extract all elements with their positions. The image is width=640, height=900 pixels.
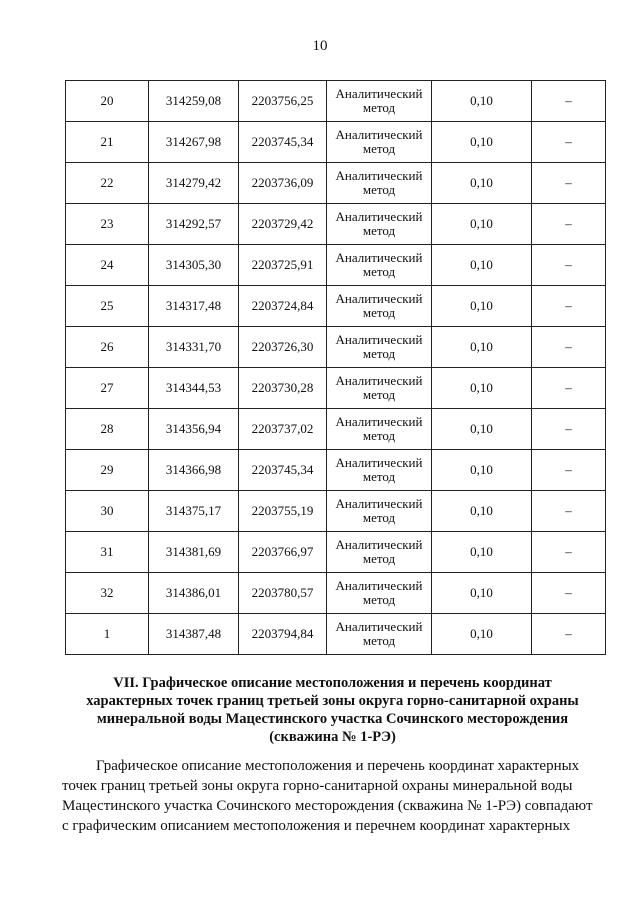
table-row — [66, 245, 606, 286]
note-cell: – — [532, 450, 606, 491]
x-coordinate-cell: 314267,98 — [149, 122, 239, 163]
point-number-cell: 21 — [66, 122, 149, 163]
point-number-cell: 27 — [66, 368, 149, 409]
section-body-paragraph — [62, 756, 602, 836]
y-coordinate-cell: 2203745,34 — [239, 450, 327, 491]
method-line: метод — [362, 387, 396, 402]
method-line: Аналитический — [335, 209, 423, 224]
x-coordinate-cell: 314305,30 — [149, 245, 239, 286]
x-coordinate-cell: 314259,08 — [149, 81, 239, 122]
point-number-cell: 22 — [66, 163, 149, 204]
method-line: Аналитический — [335, 250, 423, 265]
method-line: Аналитический — [335, 537, 423, 552]
section-title-line: VII. Графическое описание местоположения и перечень координат — [113, 675, 552, 691]
table-row — [66, 327, 606, 368]
accuracy-cell: 0,10 — [432, 491, 532, 532]
x-coordinate-cell: 314375,17 — [149, 491, 239, 532]
method-cell — [327, 245, 432, 286]
method-cell — [327, 491, 432, 532]
table-row — [66, 573, 606, 614]
point-number-cell: 20 — [66, 81, 149, 122]
method-line: метод — [362, 182, 396, 197]
body-line: точек границ третьей зоны округа горно-санитарной охраны минеральной воды — [62, 778, 573, 794]
note-cell: – — [532, 573, 606, 614]
coordinates-table-body — [66, 81, 606, 655]
method-line: метод — [362, 346, 396, 361]
note-cell: – — [532, 245, 606, 286]
table-row — [66, 122, 606, 163]
method-cell — [327, 81, 432, 122]
point-number-cell: 30 — [66, 491, 149, 532]
x-coordinate-cell: 314317,48 — [149, 286, 239, 327]
x-coordinate-cell: 314381,69 — [149, 532, 239, 573]
method-cell — [327, 286, 432, 327]
point-number-cell: 25 — [66, 286, 149, 327]
x-coordinate-cell: 314387,48 — [149, 614, 239, 655]
body-line: Графическое описание местоположения и перечень координат характерных — [96, 758, 580, 774]
method-line: метод — [362, 510, 396, 525]
body-line: Мацестинского участка Сочинского месторождения (скважина № 1-РЭ) совпадают — [62, 798, 593, 814]
method-line: Аналитический — [335, 127, 423, 142]
table-row — [66, 450, 606, 491]
method-line: Аналитический — [335, 496, 423, 511]
note-cell: – — [532, 327, 606, 368]
accuracy-cell: 0,10 — [432, 450, 532, 491]
table-row — [66, 286, 606, 327]
y-coordinate-cell: 2203745,34 — [239, 122, 327, 163]
table-row — [66, 491, 606, 532]
accuracy-cell: 0,10 — [432, 286, 532, 327]
point-number-cell: 28 — [66, 409, 149, 450]
y-coordinate-cell: 2203794,84 — [239, 614, 327, 655]
note-cell: – — [532, 614, 606, 655]
method-line: метод — [362, 592, 396, 607]
table-row — [66, 614, 606, 655]
y-coordinate-cell: 2203730,28 — [239, 368, 327, 409]
x-coordinate-cell: 314366,98 — [149, 450, 239, 491]
table-row — [66, 532, 606, 573]
method-cell — [327, 573, 432, 614]
x-coordinate-cell: 314279,42 — [149, 163, 239, 204]
accuracy-cell: 0,10 — [432, 532, 532, 573]
method-cell — [327, 450, 432, 491]
method-line: метод — [362, 264, 396, 279]
note-cell: – — [532, 286, 606, 327]
accuracy-cell: 0,10 — [432, 245, 532, 286]
method-line: Аналитический — [335, 373, 423, 388]
method-cell — [327, 532, 432, 573]
y-coordinate-cell: 2203737,02 — [239, 409, 327, 450]
accuracy-cell: 0,10 — [432, 573, 532, 614]
y-coordinate-cell: 2203725,91 — [239, 245, 327, 286]
point-number-cell: 29 — [66, 450, 149, 491]
section-title-line: минеральной воды Мацестинского участка Сочинского месторождения — [96, 711, 569, 727]
table-row — [66, 204, 606, 245]
method-cell — [327, 204, 432, 245]
accuracy-cell: 0,10 — [432, 327, 532, 368]
table-row — [66, 368, 606, 409]
accuracy-cell: 0,10 — [432, 368, 532, 409]
method-line: Аналитический — [335, 414, 423, 429]
method-cell — [327, 327, 432, 368]
x-coordinate-cell: 314292,57 — [149, 204, 239, 245]
method-line: метод — [362, 141, 396, 156]
method-line: метод — [362, 428, 396, 443]
method-line: Аналитический — [335, 578, 423, 593]
note-cell: – — [532, 163, 606, 204]
body-line: с графическим описанием местоположения и перечнем координат характерных — [62, 818, 571, 834]
coordinates-table — [65, 80, 606, 655]
accuracy-cell: 0,10 — [432, 614, 532, 655]
method-line: метод — [362, 305, 396, 320]
method-line: Аналитический — [335, 168, 423, 183]
note-cell: – — [532, 81, 606, 122]
method-cell — [327, 368, 432, 409]
method-line: Аналитический — [335, 86, 423, 101]
point-number-cell: 31 — [66, 532, 149, 573]
y-coordinate-cell: 2203756,25 — [239, 81, 327, 122]
note-cell: – — [532, 368, 606, 409]
y-coordinate-cell: 2203780,57 — [239, 573, 327, 614]
x-coordinate-cell: 314344,53 — [149, 368, 239, 409]
method-cell — [327, 163, 432, 204]
point-number-cell: 23 — [66, 204, 149, 245]
point-number-cell: 1 — [66, 614, 149, 655]
note-cell: – — [532, 122, 606, 163]
table-row — [66, 163, 606, 204]
method-cell — [327, 122, 432, 163]
method-line: метод — [362, 633, 396, 648]
note-cell: – — [532, 532, 606, 573]
method-line: Аналитический — [335, 619, 423, 634]
accuracy-cell: 0,10 — [432, 122, 532, 163]
note-cell: – — [532, 204, 606, 245]
x-coordinate-cell: 314356,94 — [149, 409, 239, 450]
section-title-line: (скважина № 1-РЭ) — [269, 729, 396, 745]
section-title — [60, 674, 605, 746]
table-row — [66, 409, 606, 450]
note-cell: – — [532, 409, 606, 450]
page-number: 10 — [312, 38, 328, 54]
method-cell — [327, 614, 432, 655]
method-cell — [327, 409, 432, 450]
note-cell: – — [532, 491, 606, 532]
method-line: Аналитический — [335, 291, 423, 306]
accuracy-cell: 0,10 — [432, 163, 532, 204]
y-coordinate-cell: 2203766,97 — [239, 532, 327, 573]
section-title-line: характерных точек границ третьей зоны округа горно-санитарной охраны — [86, 693, 579, 709]
x-coordinate-cell: 314331,70 — [149, 327, 239, 368]
method-line: метод — [362, 551, 396, 566]
point-number-cell: 26 — [66, 327, 149, 368]
x-coordinate-cell: 314386,01 — [149, 573, 239, 614]
method-line: Аналитический — [335, 455, 423, 470]
method-line: метод — [362, 100, 396, 115]
y-coordinate-cell: 2203726,30 — [239, 327, 327, 368]
y-coordinate-cell: 2203724,84 — [239, 286, 327, 327]
accuracy-cell: 0,10 — [432, 204, 532, 245]
y-coordinate-cell: 2203729,42 — [239, 204, 327, 245]
method-line: Аналитический — [335, 332, 423, 347]
point-number-cell: 32 — [66, 573, 149, 614]
method-line: метод — [362, 469, 396, 484]
accuracy-cell: 0,10 — [432, 409, 532, 450]
y-coordinate-cell: 2203736,09 — [239, 163, 327, 204]
method-line: метод — [362, 223, 396, 238]
point-number-cell: 24 — [66, 245, 149, 286]
y-coordinate-cell: 2203755,19 — [239, 491, 327, 532]
accuracy-cell: 0,10 — [432, 81, 532, 122]
table-row — [66, 81, 606, 122]
